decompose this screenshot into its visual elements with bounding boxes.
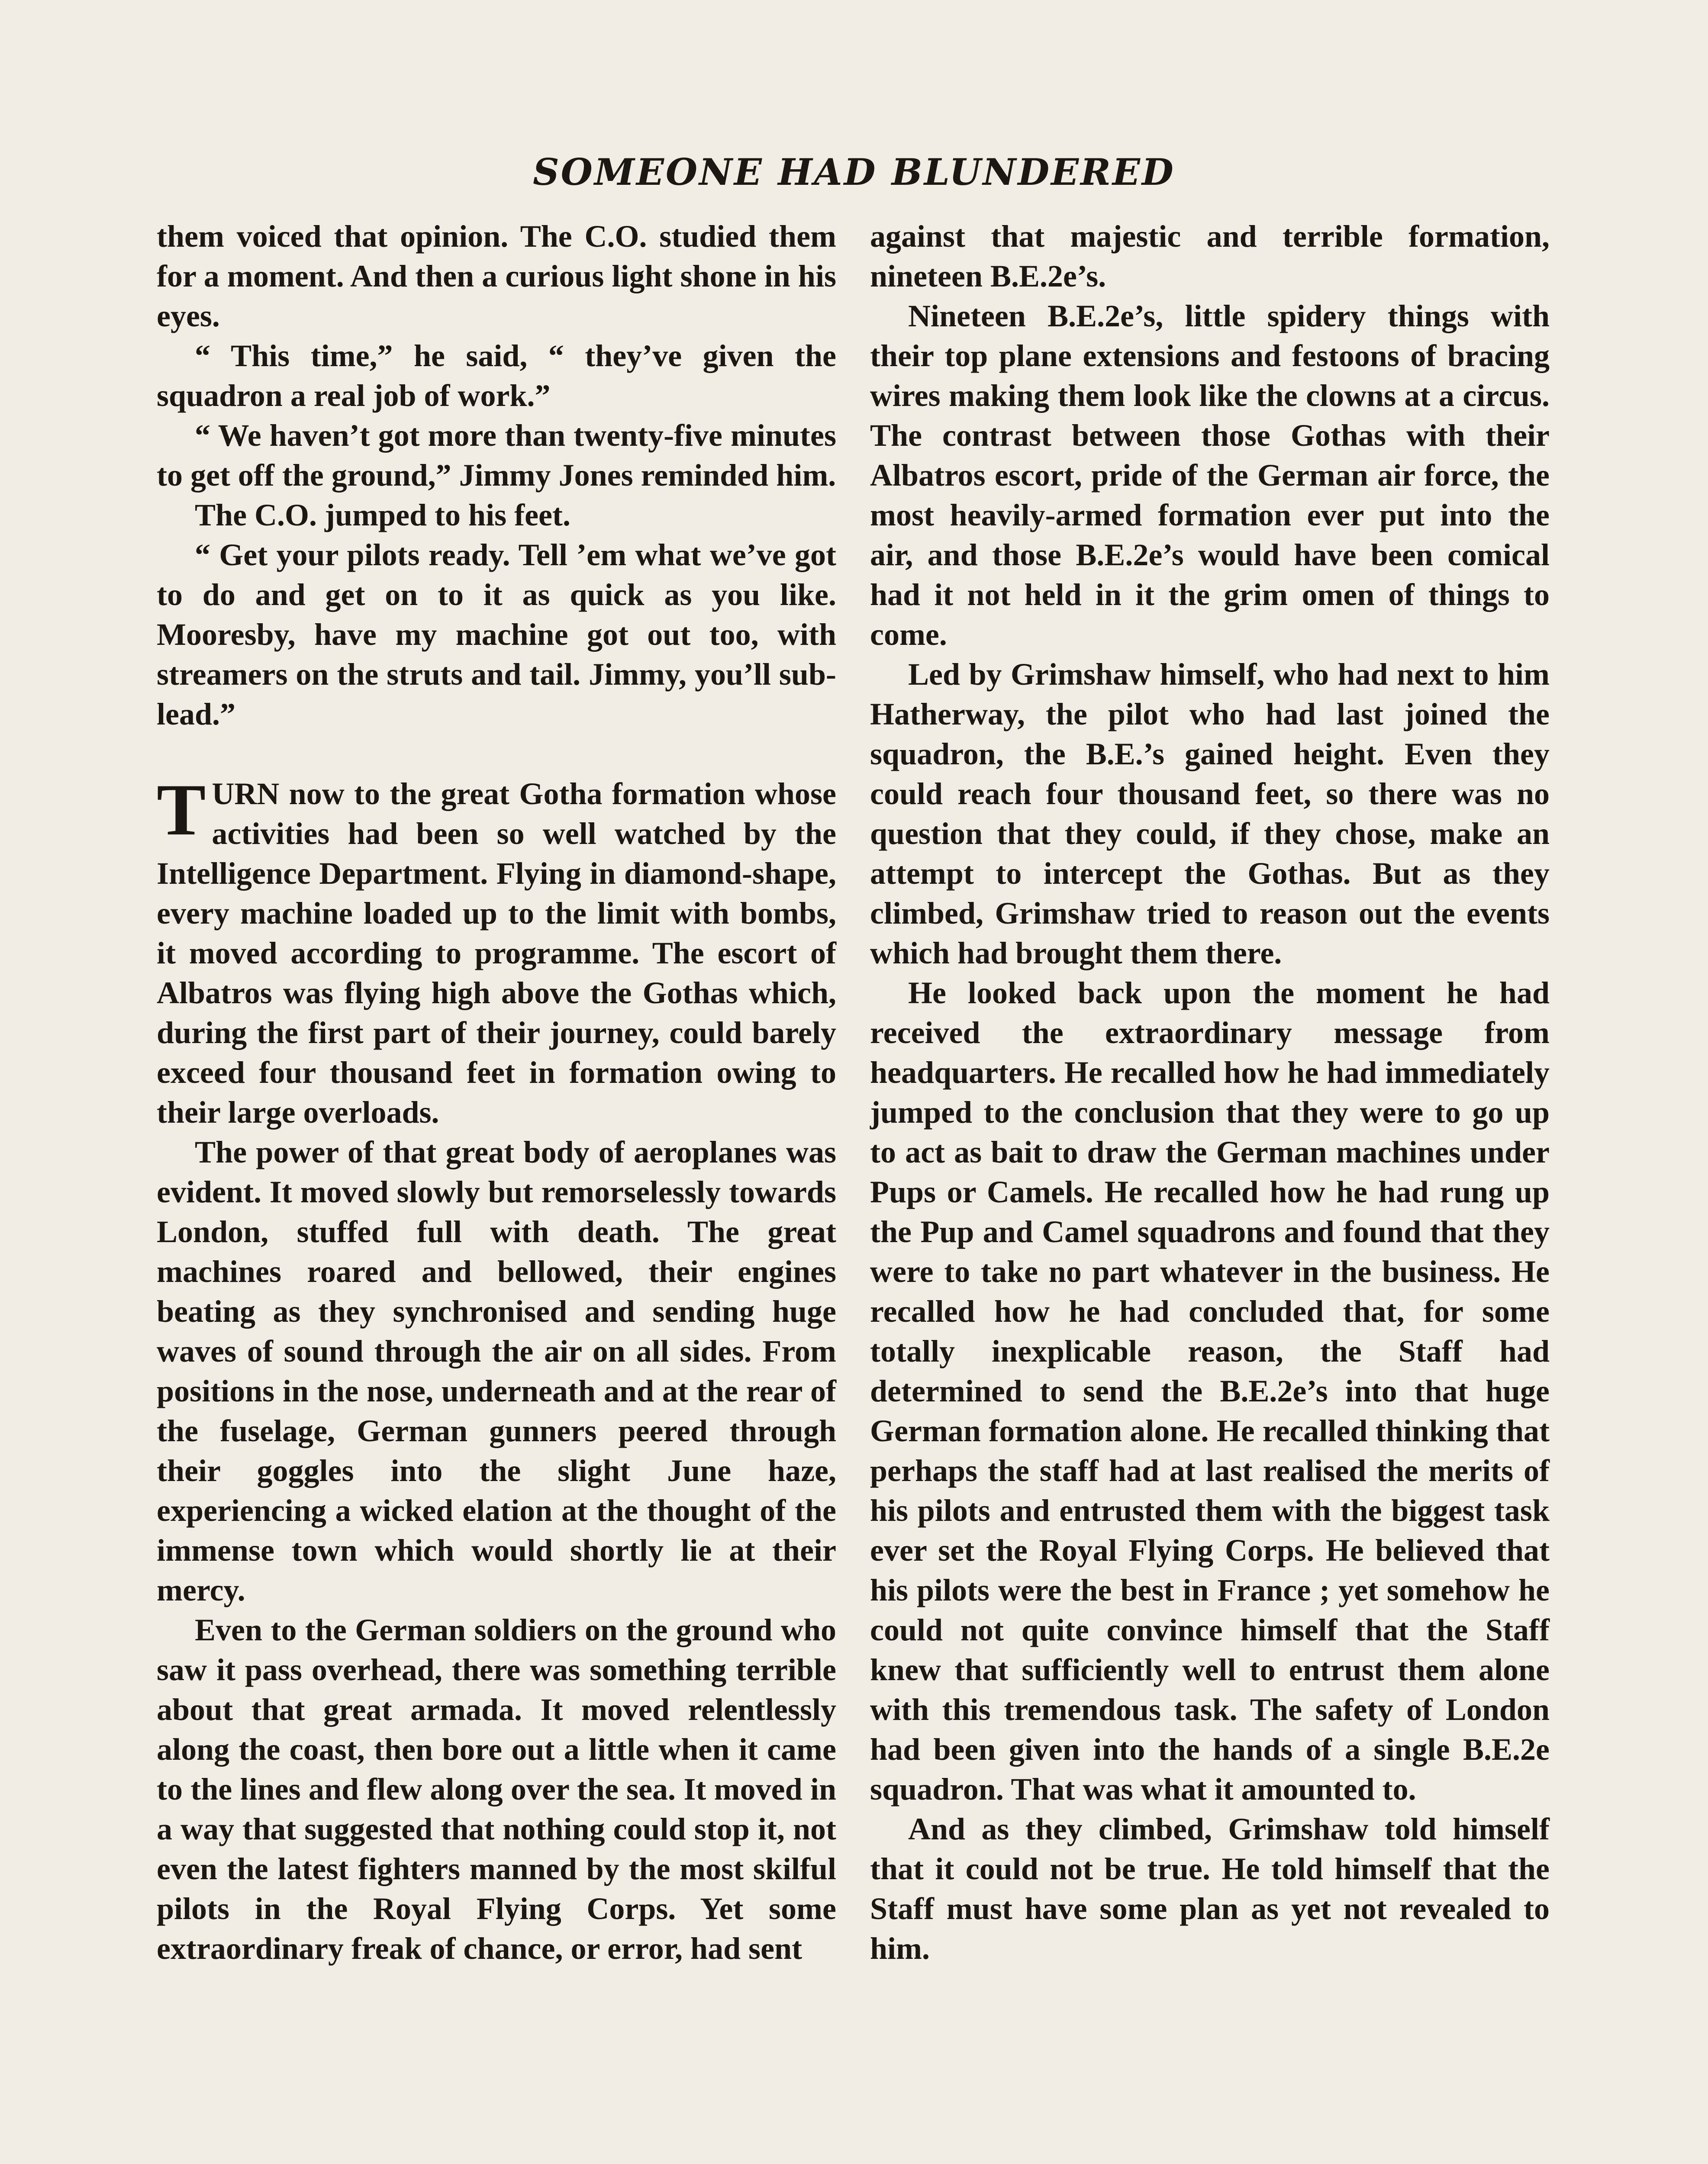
paragraph: The power of that great body of aeroplanes was evident. It moved slowly but remorselessly towards London, stuffed full with death. The great machines roared and bellowed, their engines beating as they synchronised and sending huge waves of sound through the air on all sides. From positions in the nose, underneath and at the rear of the fuselage, German gunners peered through their goggles into the slight June haze, experiencing a wicked elation at the thought of the immense town which would shortly lie at their mercy. — [157, 1135, 836, 1607]
paragraph: “ We haven’t got more than twenty-five minutes to get off the ground,” Jimmy Jones reminded him. — [157, 418, 836, 493]
drop-cap: T — [157, 769, 206, 850]
paragraph: The C.O. jumped to his feet. — [195, 498, 570, 532]
paragraph-text: URN now to the great Gotha formation whose activities had been so well watched by the Intelligence Department. Flying in diamond-shape, every machine loaded up to the limit with bombs, it moved according to programme. The escort of Albatros was flying high above the Gothas which, during the first part of their journey, could barely exceed four thousand feet in formation owing to their large overloads. — [157, 776, 836, 1130]
paragraph: Even to the German soldiers on the ground who saw it pass overhead, there was something terrible about that great armada. It moved relentlessly along the coast, then bore out a little when it came to the lines and flew along over the sea. It moved in a way that suggested that nothing could stop it, not even the latest fighters manned by the most skilful pilots in the Royal Flying Corps. Yet some extraordinary freak of chance, or error, had sent — [157, 1613, 836, 1966]
running-head: SOMEONE HAD BLUNDERED — [533, 151, 1175, 193]
section-paragraph — [157, 769, 836, 1132]
paragraph: “ Get your pilots ready. Tell ’em what we’ve got to do and get on to it as quick as you like. Mooresby, have my machine got out too, with streamers on the struts and tail. Jimmy, you’ll sub-lead.” — [157, 538, 836, 731]
paragraph: “ This time,” he said, “ they’ve given the squadron a real job of work.” — [157, 338, 836, 413]
paragraph: Nineteen B.E.2e’s, little spidery things with their top plane extensions and festoons of bracing wires making them look like the clowns at a circus. The contrast between those Gothas with their Albatros escort, pride of the German air force, the most heavily-armed formation ever put into the air, and those B.E.2e’s would have been comical had it not held in it the grim omen of things to come. — [870, 299, 1550, 652]
paragraph: He looked back upon the moment he had received the extraordinary message from headquarters. He recalled how he had immediately jumped to the conclusion that they were to go up to act as bait to draw the German machines under Pups or Camels. He recalled how he had rung up the Pup and Camel squadrons and found that they were to take no part whatever in the business. He recalled how he had concluded that, for some totally inexplicable reason, the Staff had determined to send the B.E.2e’s into that huge German formation alone. He recalled thinking that perhaps the staff had at last realised the merits of his pilots and entrusted them with the biggest task ever set the Royal Flying Corps. He believed that his pilots were the best in France ; yet somehow he could not quite convince himself that the Staff knew that sufficiently well to entrust them alone with this tremendous task. The safety of London had been given into the hands of a single B.E.2e squadron. That was what it amounted to. — [870, 976, 1550, 1807]
paragraph: Led by Grimshaw himself, who had next to him Hatherway, the pilot who had last joined the squadron, the B.E.’s gained height. Even they could reach four thousand feet, so there was no question that they could, if they chose, make an attempt to intercept the Gothas. But as they climbed, Grimshaw tried to reason out the events which had brought them there. — [870, 657, 1550, 970]
paragraph: them voiced that opinion. The C.O. studied them for a moment. And then a curious light shone in his eyes. — [157, 219, 836, 333]
right-column — [870, 216, 1550, 1968]
left-column — [157, 216, 836, 1968]
paragraph: And as they climbed, Grimshaw told himself that it could not be true. He told himself that the Staff must have some plan as yet not revealed to him. — [870, 1812, 1550, 1966]
paragraph: against that majestic and terrible formation, nineteen B.E.2e’s. — [870, 219, 1550, 293]
